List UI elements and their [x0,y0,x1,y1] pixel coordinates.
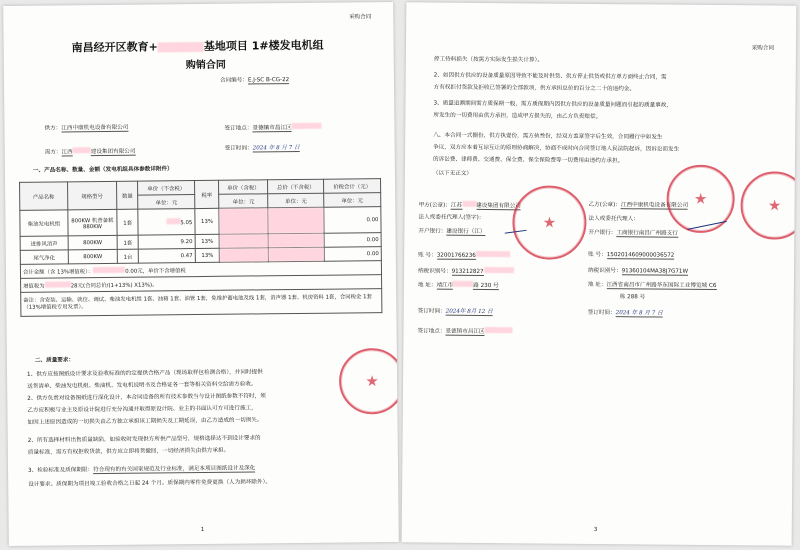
product-table [19,178,382,317]
party-b-bank: 开户银行：工商银行南昌广州路支行 [588,229,678,237]
clause-line: 八、本合同一式捌份，供方执壹份，需方执叁份，经双方盖章签字后生效，合同履行中如发生 [433,132,663,141]
table-row [20,207,381,237]
unit-cell: 单位：元 [268,193,324,208]
contract-title-line1: 南昌经开区教育+ 基地项目 1#楼发电机组 [71,38,324,55]
quality-line: 2、所有选择材料出售质量缺陷，如验收时发现供方所供产品型号，规格选择达不到设计要求的 [27,435,261,444]
clause-line: 2、如因供方供应的设备质量原因导致不能及时供货、供方停止供货或供方单方面终止合同，需 [433,72,667,81]
cell-redacted [219,208,268,235]
cell-price: 0.47 [139,249,196,264]
redacted-block [292,123,322,129]
cell-total: 0.00 [324,247,381,262]
cell-qty: 1套 [117,209,139,235]
clause-line: 停工待料损失（按需方实际发生损失计算）。 [433,56,543,64]
col-header-qty: 数量 [116,181,138,209]
no-more-text-note: （以下无正文） [432,170,473,177]
cross-page-seal-stamp [740,171,796,240]
redacted-block [158,42,204,52]
party-a-date: 签订时间：2024年 8月 12 日 [417,308,493,316]
cell-model: 800KW 机普备载 880KW [68,209,117,236]
cell-total: 0.00 [324,233,381,248]
contract-page-2 [402,2,797,545]
unit-cell: 单位：元 [138,195,195,210]
party-a-bank: 开户银行：建设银行（江） [418,228,486,236]
company-seal-stamp [339,348,399,415]
page-header-label: 采购合同 [751,45,775,52]
col-header-price-excl: 单价（不含税） [138,181,195,196]
sign-time-line: 签订时间：2024 年 8 月 7 日 [224,144,300,152]
contract-number: 合同编号：E.J-SC B-CG-22 [219,77,290,84]
table-total-row: 合计金额（含 13%增值税）： 0.00元，单价不含增值税 [20,261,381,279]
page-number: 3 [593,526,598,533]
cell-name: 尾气净化 [20,250,68,265]
cell-tax: 13% [195,234,220,248]
col-header-tax: 税率 [194,180,219,208]
col-header-total-excl: 总价（不含税） [268,179,324,194]
cell-name: 进排风消声 [20,236,68,251]
cell-price: 9.20 [139,235,196,250]
clause-line: 的诉讼费、律师费、交通费、保全费、保全保险费等一切费用由违约方承担。 [432,156,624,165]
clause-line: 方有权拒付货款及拒收已签署的全部款项，供方承担总价的百分之二十的违约金。 [433,84,636,93]
quality-line: 2、供方负责对设备图纸进行深化设计，本合同设备的所有技术参数当与设计图纸参数不符时，须 [27,393,266,402]
col-header-price-incl: 单价（含税） [219,180,268,195]
party-b-address: 地 址：江西省南昌市广州路华东国际工业博览城 C6 [587,281,717,290]
cell-redacted [268,207,324,234]
party-b-name: 乙方(公章)：江西中康机电设备有限公司 [588,201,689,209]
page-header-label: 采购合同 [348,14,372,21]
cell-name: 柴油发电机组 [20,210,68,237]
contract-page-1 [3,2,399,546]
buyer-seal-stamp [512,185,587,260]
quality-line: 3、检验标准及质保期限：符合现有的有关国家规范及行业标准，满足本项目图纸设计及深化 [28,465,256,474]
cell-redacted [219,234,268,249]
quality-line: 设计要求。质保期为项目竣工验收合格之日起 24 个月。质保期内零件免费更换（人为损坏除外）。 [28,479,272,488]
clause-line: 所发生的一切费用由供方承担，造成甲方损失的，由乙方负责赔偿。 [433,112,602,121]
party-a-place: 签订地点：景德镇市昌江区 [417,326,512,336]
quality-line: 1、供方应按图纸设计要求及验收标准的约定提供合格产品（现场取样包检测合格），并同时提供 [27,369,263,378]
quality-line: 乙方应积极与业主及原设计院进行充分沟通并取得原设计院、业主的书面认可方可进行施工， [27,405,257,414]
cell-tax: 13% [195,208,220,234]
section-2-heading: 二、质量要求： [34,357,75,364]
party-b-tax-id: 纳税识别号：91360104MA38J7G71W [588,267,689,275]
quality-line: 如因上述原因造成的一切损失由乙方独立承担该工期损失及工期延误，由乙方造成的一切损失。 [27,417,263,426]
party-a-tax-id: 纳税识别号：913212827 [418,266,514,276]
clause-line: 争议，双方应本着互谅互让的原则协商解决，协商不成时向合同签订地人民法院起诉，因诉讼而发生 [433,144,680,153]
quality-line: 送货清单、柴油发电机组、柴油机、发电机说明书及合格证各一套等相关资料交给需方验收。 [27,381,257,390]
col-header-model: 规格型号 [67,181,116,210]
clause-line: 3、质量追溯期间需方质保期一般，需方质保期内因供方供应的设备质量问题而引起的质量事故， [433,100,672,109]
col-header-total-incl: 价税合计（元） [324,179,381,194]
party-a-rep: 法人或委托代理人(签字)： [418,214,485,221]
cell-qty: 1套 [117,235,139,249]
cell-model: 800KW [68,235,117,250]
cell-tax: 13% [195,248,220,262]
unit-cell: 单位：元 [219,194,268,209]
cell-redacted [269,247,325,262]
section-1-heading: 一、产品名称、数量、金额（发电机组具体参数详附件） [32,166,173,174]
party-b-account: 账 号：1502014609000036572 [588,251,675,259]
sign-place-line: 签订地点：景德镇市昌江区 [224,123,321,133]
page-number: 1 [200,526,205,534]
cell-price: 5.05 [138,209,195,236]
quality-line: 质量标准，需方有权拒收货款，供方应立即将货撤回，一切经济损失由供方承担。 [27,447,230,456]
redacted-block [73,147,91,153]
party-b-rep: 法人或委托代理人： [588,215,639,223]
contract-title-line2: 购销合同 [185,59,226,72]
col-header-name: 产品名称 [20,182,68,211]
party-a-account: 账 号：32001766236 [418,250,510,260]
cell-qty: 1台 [117,249,139,263]
cell-model: 800KW [68,249,117,264]
party-b-date: 签订时间：2024 年 8 月 7 日 [587,309,663,317]
unit-cell: 单位：元 [324,193,381,208]
party-a-address: 地 址：靖江市 路 230 号 [417,282,499,290]
cell-total: 0.00 [324,207,381,234]
table-remarks-row: 备注：含安装、运输、就位、调试、柴油发电机组 1套、油箱 1套、油管 1套，免维护蓄电池及线 1套，消声器 1套、机房资料 1套，合同税金 1套（13%增值税专用发票）。 [21,289,382,317]
buyer-line: 需方：江西 建设集团有限公司 [44,148,136,156]
party-b-address-2: 栋 288 号 [619,294,646,301]
cell-redacted [268,233,324,248]
supplier-line: 供方：江西中康机电设备有限公司 [44,124,129,132]
party-a-name: 甲方(公章)：江苏 建设集团有限公司 [418,202,521,210]
cell-redacted [220,248,269,263]
table-tax-row: 增值税为 28元(合同总价/(1+13%) X13%)。 [21,275,382,293]
